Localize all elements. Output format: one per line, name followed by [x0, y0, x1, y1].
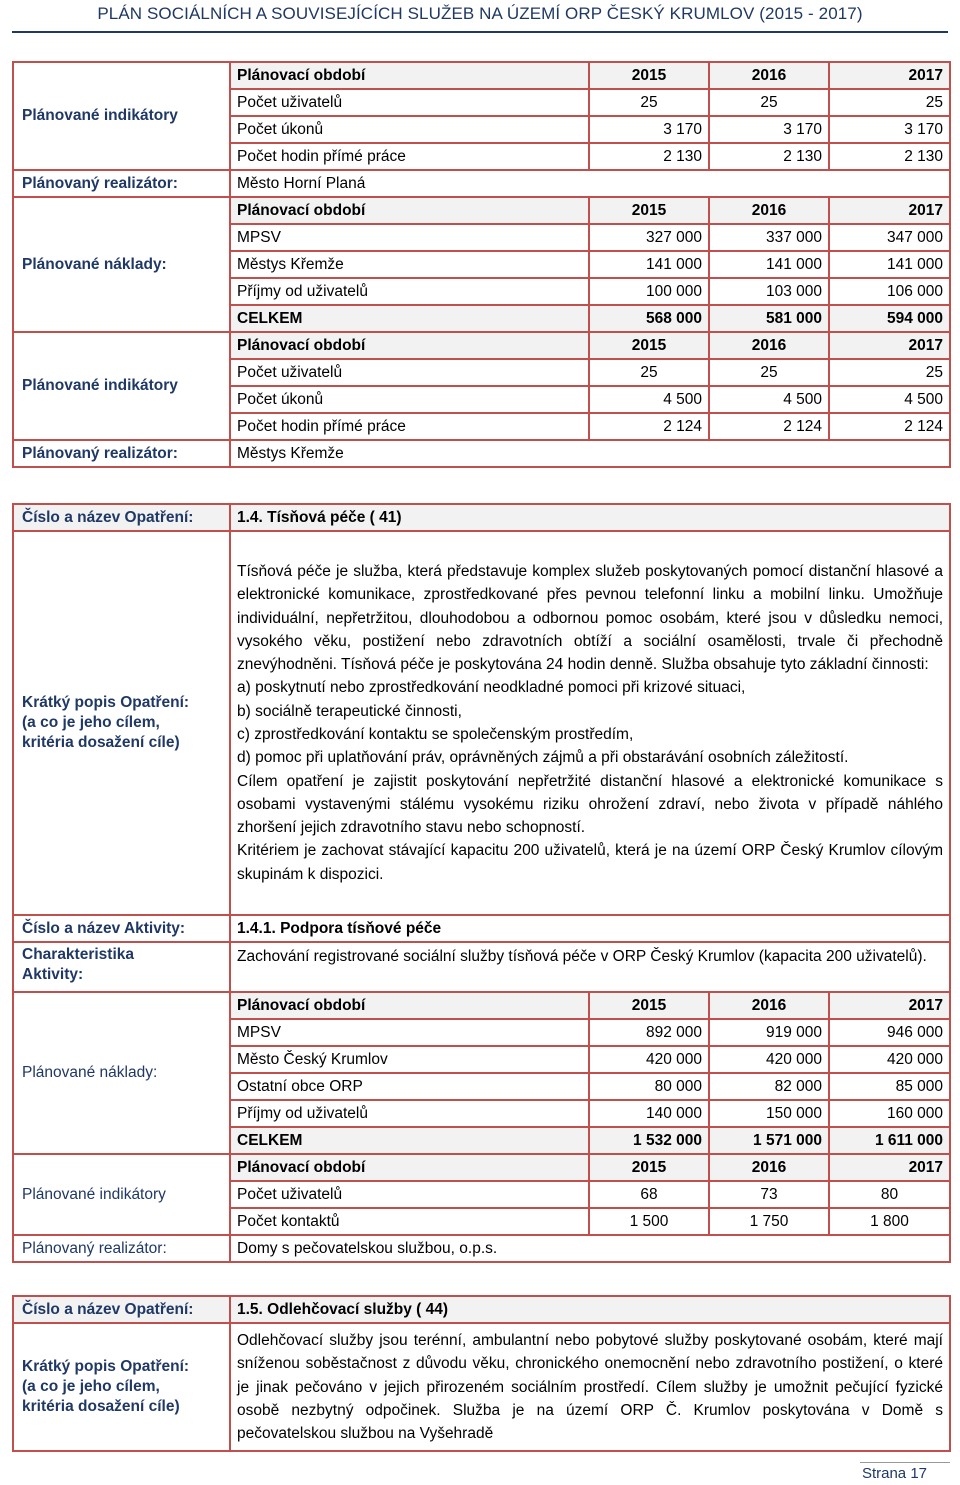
indicator-value: 3 170 — [589, 116, 709, 143]
year-cell: 2017 — [829, 197, 950, 224]
period-label: Plánovací období — [230, 992, 589, 1019]
cost-label: Příjmy od uživatelů — [230, 1100, 589, 1127]
cost-label: MPSV — [230, 224, 589, 251]
desc-paragraph: Cílem opatření je zajistit poskytování nepřetržité distanční hlasové a elektronické komunikace s osobami vystavenými stálému vysokému riziku ohrožení zdraví, nebo života v případě náhlého zhoršení jejich zdravotního stavu nebo schopností. — [237, 772, 944, 837]
cost-value: 420 000 — [829, 1046, 950, 1073]
indicator-label: Počet úkonů — [230, 116, 589, 143]
year-cell: 2015 — [589, 1154, 709, 1181]
header-divider — [12, 31, 948, 33]
desc-paragraph: Kritériem je zachovat stávající kapacitu 200 uživatelů, která je na území ORP Český Krumlov cílovým skupinám k dispozici. — [237, 842, 944, 883]
measure-description — [230, 531, 950, 915]
cost-value: 141 000 — [589, 251, 709, 278]
total-value: 1 611 000 — [829, 1127, 950, 1154]
indicator-label: Počet úkonů — [230, 386, 589, 413]
indicator-value: 25 — [589, 89, 709, 116]
year-cell: 2017 — [829, 1154, 950, 1181]
year-cell: 2015 — [589, 992, 709, 1019]
indicators-label: Plánované indikátory — [13, 1154, 230, 1235]
indicator-label: Počet uživatelů — [230, 359, 589, 386]
realizer-value: Domy s pečovatelskou službou, o.p.s. — [230, 1235, 950, 1262]
year-cell: 2015 — [589, 62, 709, 89]
cost-value: 82 000 — [709, 1073, 829, 1100]
indicator-label: Počet uživatelů — [230, 1181, 589, 1208]
cost-value: 919 000 — [709, 1019, 829, 1046]
measure-label: Číslo a název Opatření: — [13, 1296, 230, 1323]
cost-label: Město Český Krumlov — [230, 1046, 589, 1073]
realizer-value: Městys Křemže — [230, 440, 950, 467]
indicator-value: 2 130 — [709, 143, 829, 170]
indicator-value: 3 170 — [829, 116, 950, 143]
indicator-value: 25 — [829, 359, 950, 386]
costs-label: Plánované náklady: — [13, 197, 230, 332]
cost-value: 100 000 — [589, 278, 709, 305]
cost-value: 85 000 — [829, 1073, 950, 1100]
characteristic-label: Charakteristika Aktivity: — [13, 942, 230, 992]
cost-label: Příjmy od uživatelů — [230, 278, 589, 305]
indicator-label: Počet uživatelů — [230, 89, 589, 116]
footer-divider — [860, 1462, 950, 1463]
period-label: Plánovací období — [230, 62, 589, 89]
measure-title: 1.4. Tísňová péče ( 41) — [230, 504, 950, 531]
period-label: Plánovací období — [230, 197, 589, 224]
indicator-value: 3 170 — [709, 116, 829, 143]
total-value: 1 532 000 — [589, 1127, 709, 1154]
activity-title: 1.4.1. Podpora tísňové péče — [230, 915, 950, 942]
cost-value: 946 000 — [829, 1019, 950, 1046]
cost-label: Ostatní obce ORP — [230, 1073, 589, 1100]
year-cell: 2016 — [709, 62, 829, 89]
cost-value: 327 000 — [589, 224, 709, 251]
page-header: PLÁN SOCIÁLNÍCH A SOUVISEJÍCÍCH SLUŽEB NA ÚZEMÍ ORP ČESKÝ KRUMLOV (2015 - 2017) — [97, 4, 863, 23]
costs-label: Plánované náklady: — [13, 992, 230, 1154]
indicators-label: Plánované indikátory — [13, 62, 230, 170]
indicators-label: Plánované indikátory — [13, 332, 230, 440]
page-number: Strana 17 — [861, 1465, 927, 1482]
period-label: Plánovací období — [230, 332, 589, 359]
cost-value: 347 000 — [829, 224, 950, 251]
indicator-value: 25 — [709, 89, 829, 116]
total-label: CELKEM — [230, 305, 589, 332]
indicator-value: 80 — [829, 1181, 950, 1208]
measure-title: 1.5. Odlehčovací služby ( 44) — [230, 1296, 950, 1323]
realizer-value: Město Horní Planá — [230, 170, 950, 197]
year-cell: 2017 — [829, 332, 950, 359]
measure-description: Odlehčovací služby jsou terénní, ambulantní nebo pobytové služby poskytované osobám, které mají sníženou soběstačnost z důvodu věku, chronického onemocnění nebo zdravotního postižení, o které je jinak pečováno v jejich přirozeném sociálním prostředí. Cílem služby je umožnit pečující fyzické osobě nezbytný odpočinek. Služba je na území ORP Č. Krumlov poskytována v Domě s pečovatelskou službou na Vyšehradě — [230, 1323, 950, 1451]
total-value: 581 000 — [709, 305, 829, 332]
year-cell: 2016 — [709, 1154, 829, 1181]
total-value: 568 000 — [589, 305, 709, 332]
indicator-label: Počet hodin přímé práce — [230, 413, 589, 440]
year-cell: 2017 — [829, 62, 950, 89]
indicator-value: 4 500 — [829, 386, 950, 413]
indicator-label: Počet kontaktů — [230, 1208, 589, 1235]
indicator-value: 4 500 — [589, 386, 709, 413]
cost-value: 160 000 — [829, 1100, 950, 1127]
indicator-value: 1 800 — [829, 1208, 950, 1235]
indicator-label: Počet hodin přímé práce — [230, 143, 589, 170]
cost-label: Městys Křemže — [230, 251, 589, 278]
period-label: Plánovací období — [230, 1154, 589, 1181]
cost-value: 103 000 — [709, 278, 829, 305]
desc-paragraph: Tísňová péče je služba, která představuje komplex služeb poskytovaných pomocí distanční hlasové a elektronické komunikace, zprostředkované přes pevnou telefonní linku a mobilní linku. Umožňuje individuální, nepřetržitou, dlouhodobou a odbornou pomoc osobám, které jsou v důsledku nemoci, vysokého věku, postižení nebo zdravotních obtíží a sociální osamělosti, trvale či přechodně znevýhodněni. Tísňová péče je poskytována 24 hodin denně. Služba obsahuje tyto základní činnosti: — [237, 562, 944, 674]
measure-label: Číslo a název Opatření: — [13, 504, 230, 531]
indicator-value: 2 130 — [829, 143, 950, 170]
indicator-value: 2 124 — [829, 413, 950, 440]
measure-1-5-table — [12, 1295, 951, 1452]
cost-value: 141 000 — [709, 251, 829, 278]
desc-item: d) pomoc při uplatňování práv, oprávněných zájmů a při obstarávání osobních záležitostí. — [237, 749, 849, 767]
cost-value: 337 000 — [709, 224, 829, 251]
indicator-value: 68 — [589, 1181, 709, 1208]
realizer-label: Plánovaný realizátor: — [13, 440, 230, 467]
indicator-value: 4 500 — [709, 386, 829, 413]
indicator-value: 73 — [709, 1181, 829, 1208]
total-value: 1 571 000 — [709, 1127, 829, 1154]
realizer-label: Plánovaný realizátor: — [13, 170, 230, 197]
total-value: 594 000 — [829, 305, 950, 332]
cost-value: 80 000 — [589, 1073, 709, 1100]
cost-value: 420 000 — [589, 1046, 709, 1073]
year-cell: 2016 — [709, 197, 829, 224]
indicator-value: 25 — [709, 359, 829, 386]
cost-value: 141 000 — [829, 251, 950, 278]
year-cell: 2015 — [589, 332, 709, 359]
top-activity-table — [12, 61, 951, 468]
indicator-value: 25 — [829, 89, 950, 116]
indicator-value: 1 500 — [589, 1208, 709, 1235]
indicator-value: 25 — [589, 359, 709, 386]
year-cell: 2016 — [709, 992, 829, 1019]
cost-value: 140 000 — [589, 1100, 709, 1127]
cost-value: 106 000 — [829, 278, 950, 305]
cost-value: 150 000 — [709, 1100, 829, 1127]
indicator-value: 2 124 — [709, 413, 829, 440]
short-desc-label: Krátký popis Opatření: (a co je jeho cílem, kritéria dosažení cíle) — [13, 1323, 230, 1451]
year-cell: 2017 — [829, 992, 950, 1019]
realizer-label: Plánovaný realizátor: — [13, 1235, 230, 1262]
indicator-value: 1 750 — [709, 1208, 829, 1235]
year-cell: 2015 — [589, 197, 709, 224]
characteristic-text: Zachování registrované sociální služby tísňová péče v ORP Český Krumlov (kapacita 200 uživatelů). — [230, 942, 950, 992]
short-desc-label: Krátký popis Opatření: (a co je jeho cílem, kritéria dosažení cíle) — [13, 531, 230, 915]
cost-value: 420 000 — [709, 1046, 829, 1073]
year-cell: 2016 — [709, 332, 829, 359]
cost-label: MPSV — [230, 1019, 589, 1046]
desc-item: a) poskytnutí nebo zprostředkování neodkladné pomoci při krizové situaci, — [237, 679, 746, 697]
total-label: CELKEM — [230, 1127, 589, 1154]
indicator-value: 2 130 — [589, 143, 709, 170]
cost-value: 892 000 — [589, 1019, 709, 1046]
measure-1-4-table — [12, 503, 951, 1263]
desc-item: b) sociálně terapeutické činnosti, — [237, 702, 462, 720]
desc-item: c) zprostředkování kontaktu se společenským prostředím, — [237, 726, 634, 743]
indicator-value: 2 124 — [589, 413, 709, 440]
activity-label: Číslo a název Aktivity: — [13, 915, 230, 942]
